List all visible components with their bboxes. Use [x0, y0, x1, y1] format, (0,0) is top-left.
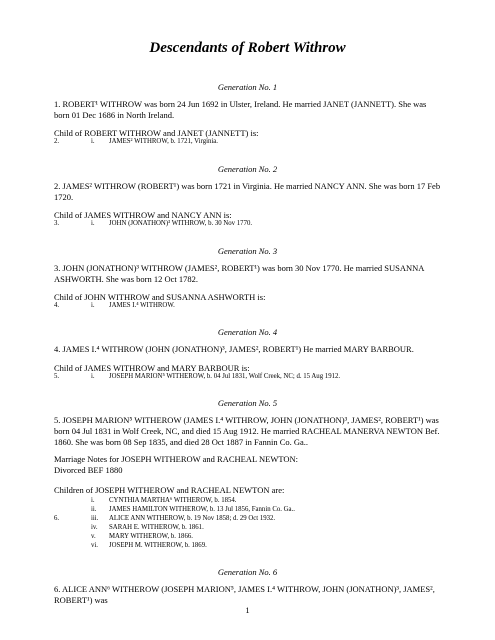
document-title: Descendants of Robert Withrow	[149, 40, 346, 56]
child-number: 6.	[54, 515, 60, 522]
child-number: 4.	[54, 302, 60, 309]
marriage-notes-title: Marriage Notes for JOSEPH WITHEROW and RACHEAL NEWTON:	[54, 454, 299, 464]
child-roman: ii.	[91, 506, 97, 513]
generation-heading: Generation No. 2	[217, 164, 278, 174]
child-roman: iv.	[91, 524, 98, 531]
child-roman: i.	[91, 497, 95, 504]
children-intro: Child of JOHN WITHROW and SUSANNA ASHWORTH is:	[54, 292, 266, 302]
page-number: 1	[245, 605, 250, 615]
child-text: JOSEPH MARION⁵ WITHEROW, b. 04 Jul 1831, Wolf Creek, NC; d. 15 Aug 1912.	[109, 373, 341, 380]
child-text: CYNTHIA MARTHA⁶ WITHEROW, b. 1854.	[109, 497, 237, 504]
generation-heading: Generation No. 1	[217, 82, 278, 92]
child-text: JAMES² WITHROW, b. 1721, Virginia.	[109, 138, 218, 145]
person-entry: 2. JAMES² WITHROW (ROBERT¹) was born 1721 in Virginia. He married NANCY ANN. She was born 17 Feb 1720.	[54, 181, 441, 202]
children-intro: Child of JAMES WITHROW and MARY BARBOUR is:	[54, 363, 250, 373]
generation-heading: Generation No. 3	[217, 246, 278, 256]
child-text: MARY WITHEROW, b. 1866.	[109, 533, 193, 540]
child-number: 2.	[54, 138, 60, 145]
child-roman: vi.	[91, 542, 98, 549]
children-intro: Children of JOSEPH WITHEROW and RACHEAL NEWTON are:	[54, 485, 285, 495]
child-roman: i.	[91, 138, 95, 145]
child-text: JOHN (JONATHON)³ WITHROW, b. 30 Nov 1770.	[109, 220, 253, 227]
child-roman: v.	[91, 533, 96, 540]
child-roman: iii.	[91, 515, 99, 522]
child-roman: i.	[91, 373, 95, 380]
child-number: 3.	[54, 220, 60, 227]
person-entry: 5. JOSEPH MARION⁵ WITHEROW (JAMES I.⁴ WITHROW, JOHN (JONATHON)³, JAMES², ROBERT¹) was born 04 Jul 1831 in Wolf Creek, NC, and died 15 Aug 1912. He married RACHEAL MANERVA NEWTON Bef. 1860. She was born 08 Sep 1835, and died 28 Oct 1887 in Fannin Co. Ga..	[54, 415, 440, 447]
children-intro: Child of JAMES WITHROW and NANCY ANN is:	[54, 210, 232, 220]
person-entry: 4. JAMES I.⁴ WITHROW (JOHN (JONATHON)³, JAMES², ROBERT¹) He married MARY BARBOUR.	[54, 344, 414, 354]
person-entry: 3. JOHN (JONATHON)³ WITHROW (JAMES², ROBERT¹) was born 30 Nov 1770. He married SUSANNA ASHWORTH. She was born 12 Oct 1782.	[54, 263, 424, 284]
child-text: JOSEPH M. WITHEROW, b. 1869.	[109, 542, 207, 549]
child-text: SARAH E. WITHEROW, b. 1861.	[109, 524, 204, 531]
child-text: ALICE ANN WITHEROW, b. 19 Nov 1858; d. 29 Oct 1932.	[109, 515, 276, 522]
generation-heading: Generation No. 6	[217, 567, 278, 577]
children-intro: Child of ROBERT WITHROW and JANET (JANNETT) is:	[54, 128, 259, 138]
marriage-notes-text: Divorced BEF 1880	[54, 465, 123, 475]
child-roman: i.	[91, 220, 95, 227]
generation-heading: Generation No. 5	[217, 398, 278, 408]
child-number: 5.	[54, 373, 60, 380]
child-text: JAMES HAMILTON WITHEROW, b. 13 Jul 1856, Fannin Co. Ga..	[109, 506, 295, 513]
child-text: JAMES I.⁴ WITHROW.	[109, 302, 175, 309]
child-roman: i.	[91, 302, 95, 309]
person-entry: 6. ALICE ANN⁶ WITHEROW (JOSEPH MARION⁵, JAMES I.⁴ WITHROW, JOHN (JONATHON)³, JAMES², ROBERT¹) was	[54, 584, 435, 605]
person-entry: 1. ROBERT¹ WITHROW was born 24 Jun 1692 in Ulster, Ireland. He married JANET (JANNETT). She was born 01 Dec 1686 in North Ireland.	[54, 99, 427, 120]
generation-heading: Generation No. 4	[217, 327, 278, 337]
